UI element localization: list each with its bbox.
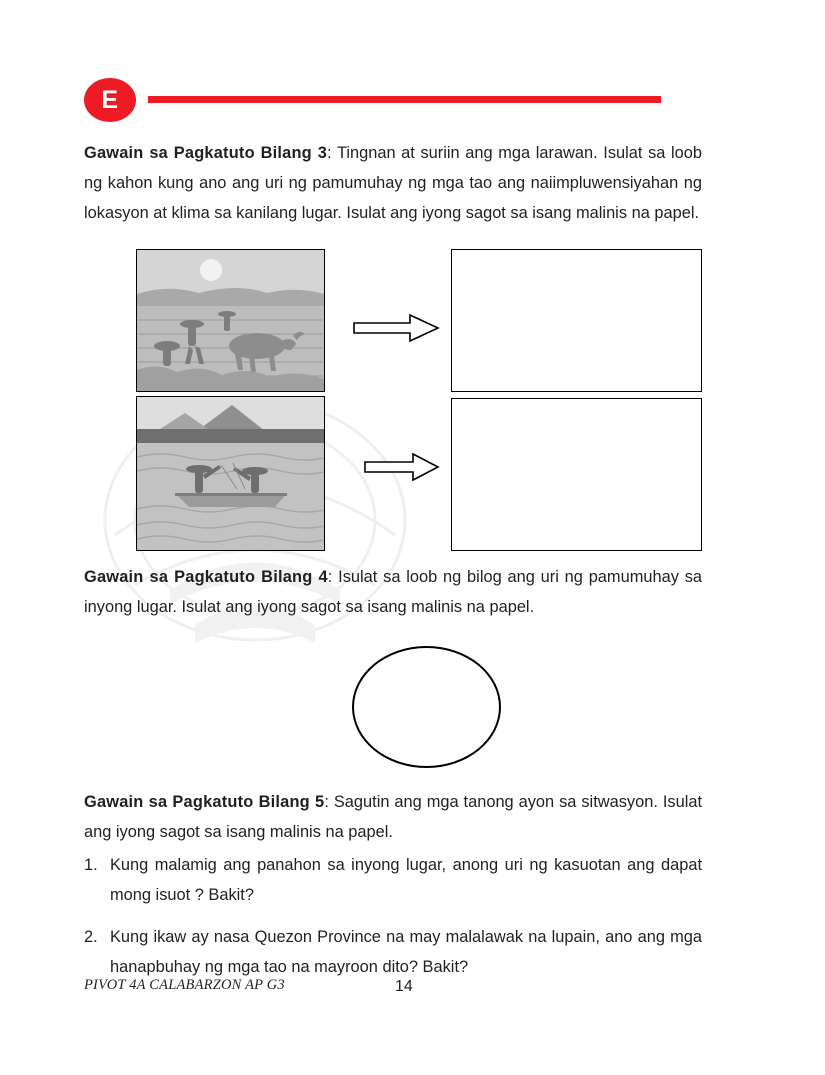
activity-3-paragraph <box>84 138 702 228</box>
activity-3-title: Gawain sa Pagkatuto Bilang 3 <box>84 144 328 162</box>
question-number: 2. <box>84 928 98 946</box>
list-item <box>84 850 702 910</box>
activity-5-paragraph <box>84 787 702 847</box>
footer-source: PIVOT 4A CALABARZON AP G3 <box>84 977 285 993</box>
illustration-fishing <box>136 396 325 551</box>
header-rule <box>148 96 661 103</box>
answer-box-2[interactable] <box>451 398 702 551</box>
activity-3-body: Tingnan at suriin ang mga larawan. Isulat sa loob ng kahon kung ano ang uri ng pamumuhay ng mga tao ang naiimpluwensiyahan ng lokasyon at klima sa kanilang lugar. Isulat ang iyong sagot sa isang malinis na papel. <box>84 144 703 222</box>
list-item <box>84 922 702 982</box>
arrow-right-icon-1 <box>352 313 440 343</box>
question-text: Kung ikaw ay nasa Quezon Province na may malalawak na lupain, ano ang mga hanapbuhay ng mga tao na mayroon dito? Bakit? <box>110 928 702 976</box>
activity-4-paragraph <box>84 562 702 622</box>
question-list <box>84 850 702 994</box>
question-number: 1. <box>84 856 98 874</box>
activity-5-separator: : <box>324 793 334 811</box>
question-text: Kung malamig ang panahon sa inyong lugar, anong uri ng kasuotan ang dapat mong isuot ? Bakit? <box>110 856 702 904</box>
activity-4-title: Gawain sa Pagkatuto Bilang 4 <box>84 568 328 586</box>
answer-box-1[interactable] <box>451 249 702 392</box>
activity-5-body: Sagutin ang mga tanong ayon sa sitwasyon. Isulat ang iyong sagot sa isang malinis na papel. <box>84 793 703 841</box>
activity-4-separator: : <box>327 568 339 586</box>
illustration-farming <box>136 249 325 392</box>
section-badge: E <box>84 78 136 122</box>
page-number: 14 <box>395 978 413 995</box>
activity-5-title: Gawain sa Pagkatuto Bilang 5 <box>84 793 325 811</box>
arrow-right-icon-2 <box>363 452 440 482</box>
activity-4-body: Isulat sa loob ng bilog ang uri ng pamumuhay sa inyong lugar. Isulat ang iyong sagot sa isang malinis na papel. <box>84 568 703 616</box>
answer-circle[interactable] <box>352 646 501 768</box>
activity-3-separator: : <box>327 144 337 162</box>
